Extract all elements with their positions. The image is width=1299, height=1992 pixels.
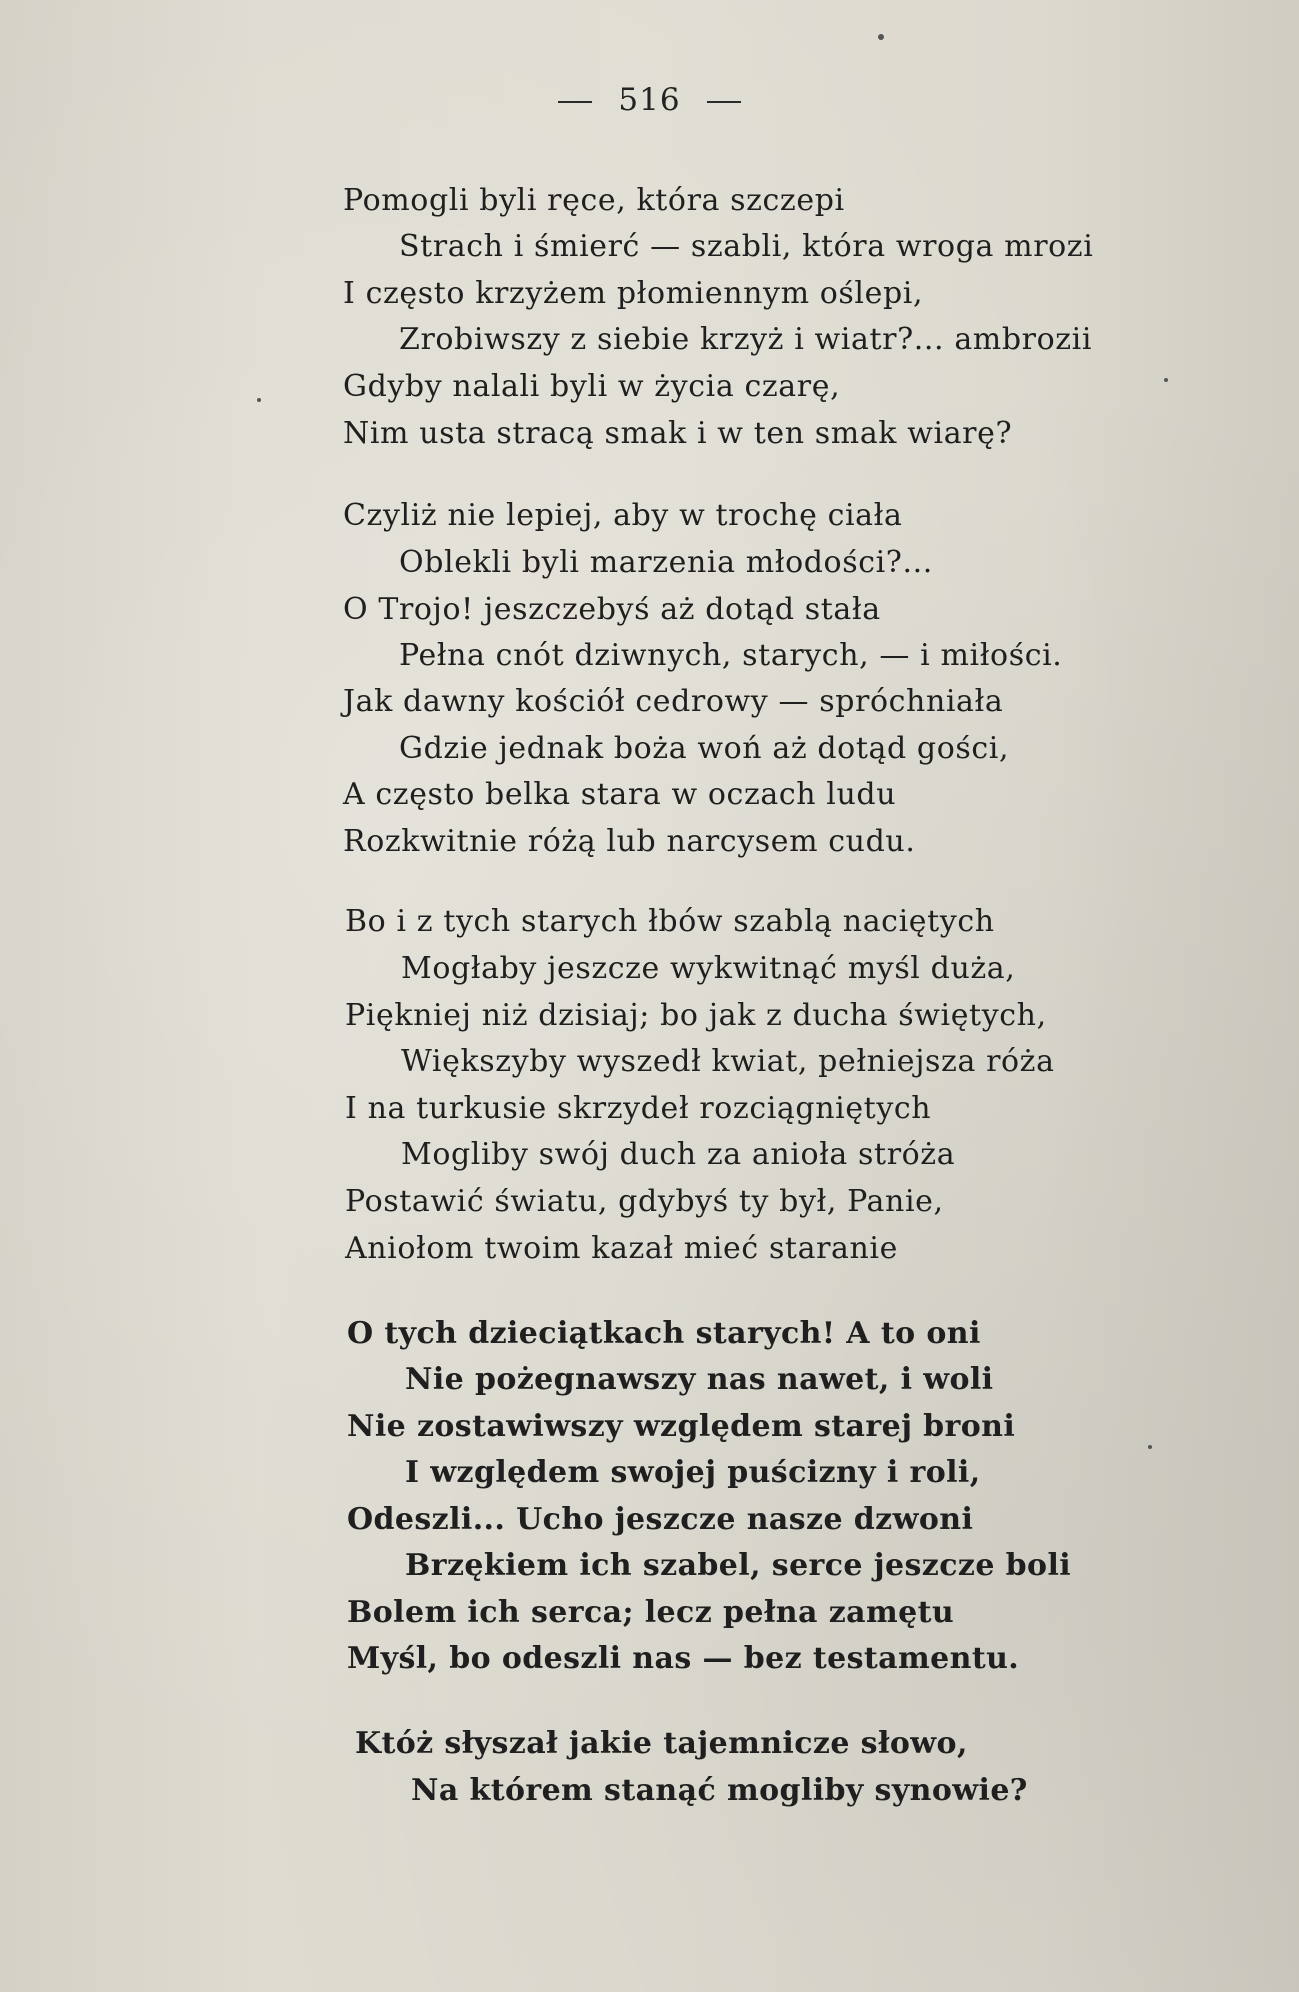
poem-line: I często krzyżem płomiennym oślepi,: [343, 276, 924, 311]
poem-line: Nie pożegnawszy nas nawet, i woli: [405, 1362, 994, 1397]
poem-line: Postawić światu, gdybyś ty był, Panie,: [345, 1184, 944, 1219]
poem-line: Strach i śmierć — szabli, która wroga mrozi: [399, 229, 1094, 264]
poem-line: Gdyby nalali byli w życia czarę,: [343, 369, 841, 404]
poem-line: Nim usta stracą smak i w ten smak wiarę?: [343, 416, 1013, 451]
poem-line: Rozkwitnie różą lub narcysem cudu.: [343, 824, 916, 859]
poem-line: Bo i z tych starych łbów szablą naciętych: [345, 904, 995, 939]
poem-line: Aniołom twoim kazał mieć staranie: [345, 1231, 898, 1266]
poem-line: O Trojo! jeszczebyś aż dotąd stała: [343, 592, 881, 627]
poem-line: Na którem stanąć mogliby synowie?: [411, 1773, 1028, 1808]
poem-line: Mogliby swój duch za anioła stróża: [401, 1137, 956, 1172]
poem-line: Brzękiem ich szabel, serce jeszcze boli: [405, 1548, 1072, 1583]
poem-line: Mogłaby jeszcze wykwitnąć myśl duża,: [401, 951, 1016, 986]
poem-line: Większyby wyszedł kwiat, pełniejsza róża: [401, 1044, 1055, 1079]
poem-line: Oblekli byli marzenia młodości?...: [399, 545, 933, 580]
poem-line: Odeszli... Ucho jeszcze nasze dzwoni: [347, 1502, 974, 1537]
poem-line: Pomogli byli ręce, która szczepi: [343, 183, 845, 218]
poem-line: A często belka stara w oczach ludu: [343, 777, 897, 812]
poem-line: Pełna cnót dziwnych, starych, — i miłości.: [399, 638, 1063, 673]
poem-line: Piękniej niż dzisiaj; bo jak z ducha świętych,: [345, 998, 1047, 1033]
poem-line: O tych dzieciątkach starych! A to oni: [347, 1316, 981, 1351]
poem-line: Któż słyszał jakie tajemnicze słowo,: [355, 1726, 968, 1761]
poem-line: Zrobiwszy z siebie krzyż i wiatr?... ambrozii: [399, 322, 1093, 357]
poem-line: I względem swojej puścizny i roli,: [405, 1455, 981, 1490]
poem-line: Bolem ich serca; lecz pełna zamętu: [347, 1595, 955, 1630]
poem-line: I na turkusie skrzydeł rozciągniętych: [345, 1091, 932, 1126]
poem-line: Jak dawny kościół cedrowy — spróchniała: [343, 684, 1004, 719]
poem-line: Myśl, bo odeszli nas — bez testamentu.: [347, 1641, 1020, 1676]
poem-line: Gdzie jednak boża woń aż dotąd gości,: [399, 731, 1010, 766]
page-number-value: 516: [618, 82, 681, 118]
poem-line: Czyliż nie lepiej, aby w trochę ciała: [343, 498, 903, 533]
poem-line: Nie zostawiwszy względem starej broni: [347, 1409, 1016, 1444]
